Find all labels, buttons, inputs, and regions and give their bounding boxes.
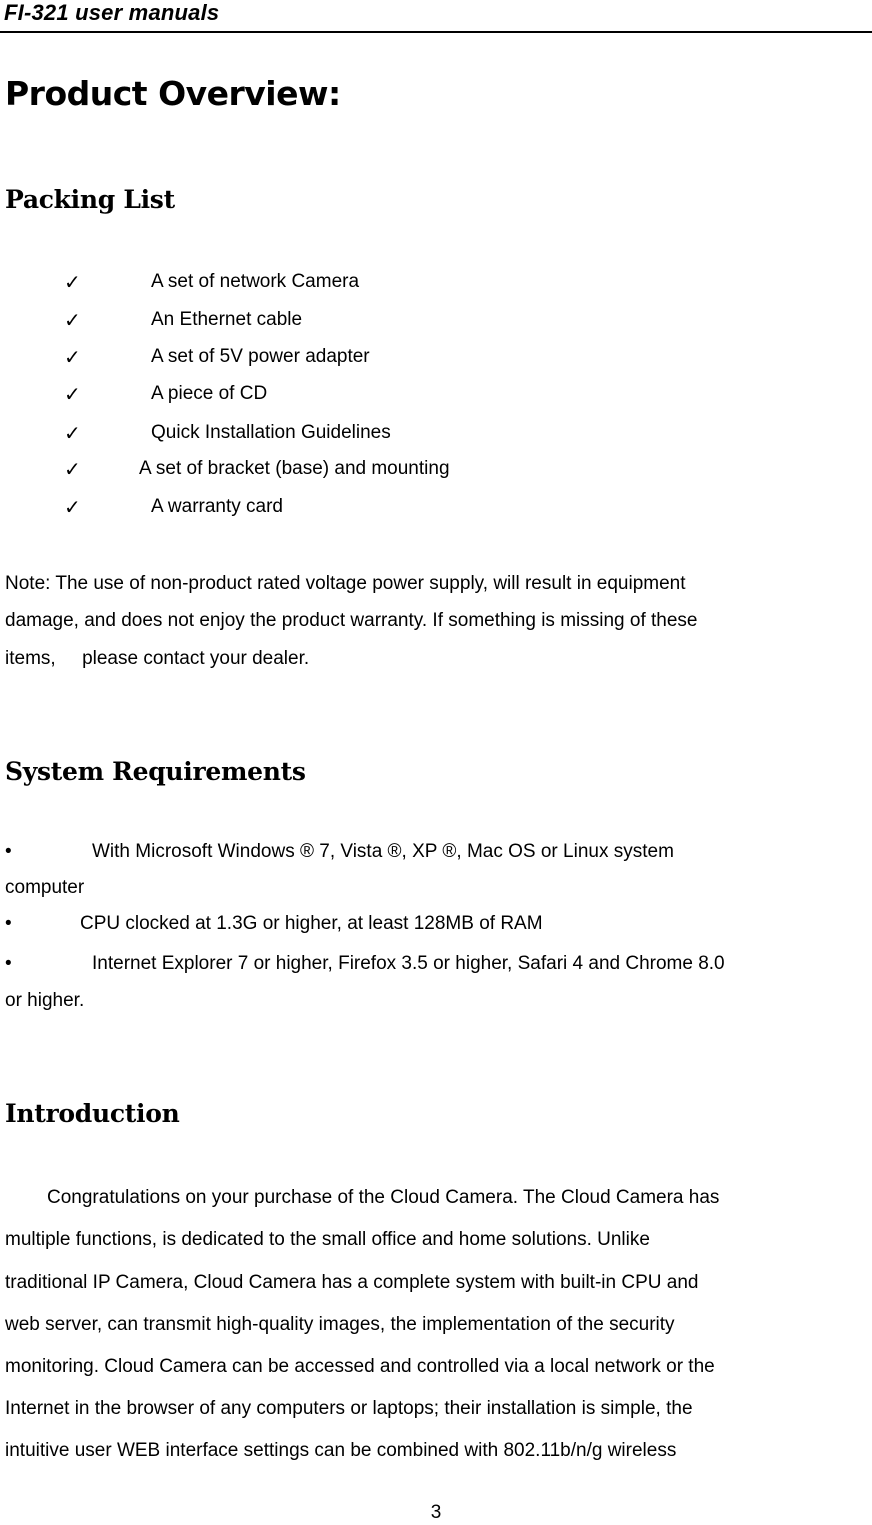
page-title: Product Overview: xyxy=(5,74,341,113)
checkmark-icon: ✓ xyxy=(64,382,81,406)
list-item-label: Quick Installation Guidelines xyxy=(151,422,391,443)
list-item xyxy=(64,457,764,481)
introduction-heading: Introduction xyxy=(5,1099,180,1128)
intro-line: Congratulations on your purchase of the Cloud Camera. The Cloud Camera has xyxy=(47,1187,720,1208)
checkmark-icon: ✓ xyxy=(64,345,81,369)
intro-line: web server, can transmit high-quality images, the implementation of the security xyxy=(5,1314,675,1335)
list-item-label: A set of network Camera xyxy=(151,271,360,292)
intro-line: multiple functions, is dedicated to the small office and home solutions. Unlike xyxy=(5,1229,650,1250)
list-item-continuation: or higher. xyxy=(5,990,85,1011)
list-item xyxy=(64,308,764,332)
list-item xyxy=(5,912,865,936)
list-item xyxy=(64,495,764,519)
list-item-label: An Ethernet cable xyxy=(151,309,303,330)
list-item-label: A piece of CD xyxy=(151,383,268,404)
bullet-icon: • xyxy=(5,953,12,974)
note-line: items, please contact your dealer. xyxy=(5,648,310,669)
list-item xyxy=(64,382,764,406)
list-item-label: A set of bracket (base) and mounting xyxy=(139,458,450,479)
note-line: Note: The use of non-product rated voltage power supply, will result in equipment xyxy=(5,573,686,594)
checkmark-icon: ✓ xyxy=(64,270,81,294)
page-number: 3 xyxy=(430,1502,442,1523)
intro-line: monitoring. Cloud Camera can be accessed and controlled via a local network or the xyxy=(5,1356,715,1377)
list-item xyxy=(64,270,764,294)
system-requirements-heading: System Requirements xyxy=(5,757,306,786)
bullet-icon: • xyxy=(5,841,12,862)
page-header xyxy=(0,0,872,33)
list-item xyxy=(64,421,764,445)
list-item xyxy=(5,840,865,864)
list-item-label: Internet Explorer 7 or higher, Firefox 3.5 or higher, Safari 4 and Chrome 8.0 xyxy=(92,953,725,974)
manual-title: FI-321 user manuals xyxy=(4,0,220,25)
intro-line: traditional IP Camera, Cloud Camera has a complete system with built-in CPU and xyxy=(5,1272,699,1293)
intro-line: intuitive user WEB interface settings can be combined with 802.11b/n/g wireless xyxy=(5,1440,677,1461)
checkmark-icon: ✓ xyxy=(64,457,81,481)
note-line: damage, and does not enjoy the product warranty. If something is missing of these xyxy=(5,610,698,631)
checkmark-icon: ✓ xyxy=(64,421,81,445)
list-item-label: CPU clocked at 1.3G or higher, at least 128MB of RAM xyxy=(80,913,543,934)
list-item xyxy=(64,345,764,369)
packing-list-heading: Packing List xyxy=(5,185,175,214)
intro-line: Internet in the browser of any computers or laptops; their installation is simple, the xyxy=(5,1398,693,1419)
list-item xyxy=(5,952,865,976)
checkmark-icon: ✓ xyxy=(64,495,81,519)
list-item-label: With Microsoft Windows ® 7, Vista ®, XP ®, Mac OS or Linux system xyxy=(92,841,674,862)
bullet-icon: • xyxy=(5,913,12,934)
list-item-continuation: computer xyxy=(5,877,85,898)
checkmark-icon: ✓ xyxy=(64,308,81,332)
list-item-label: A warranty card xyxy=(151,496,283,517)
list-item-label: A set of 5V power adapter xyxy=(151,346,370,367)
